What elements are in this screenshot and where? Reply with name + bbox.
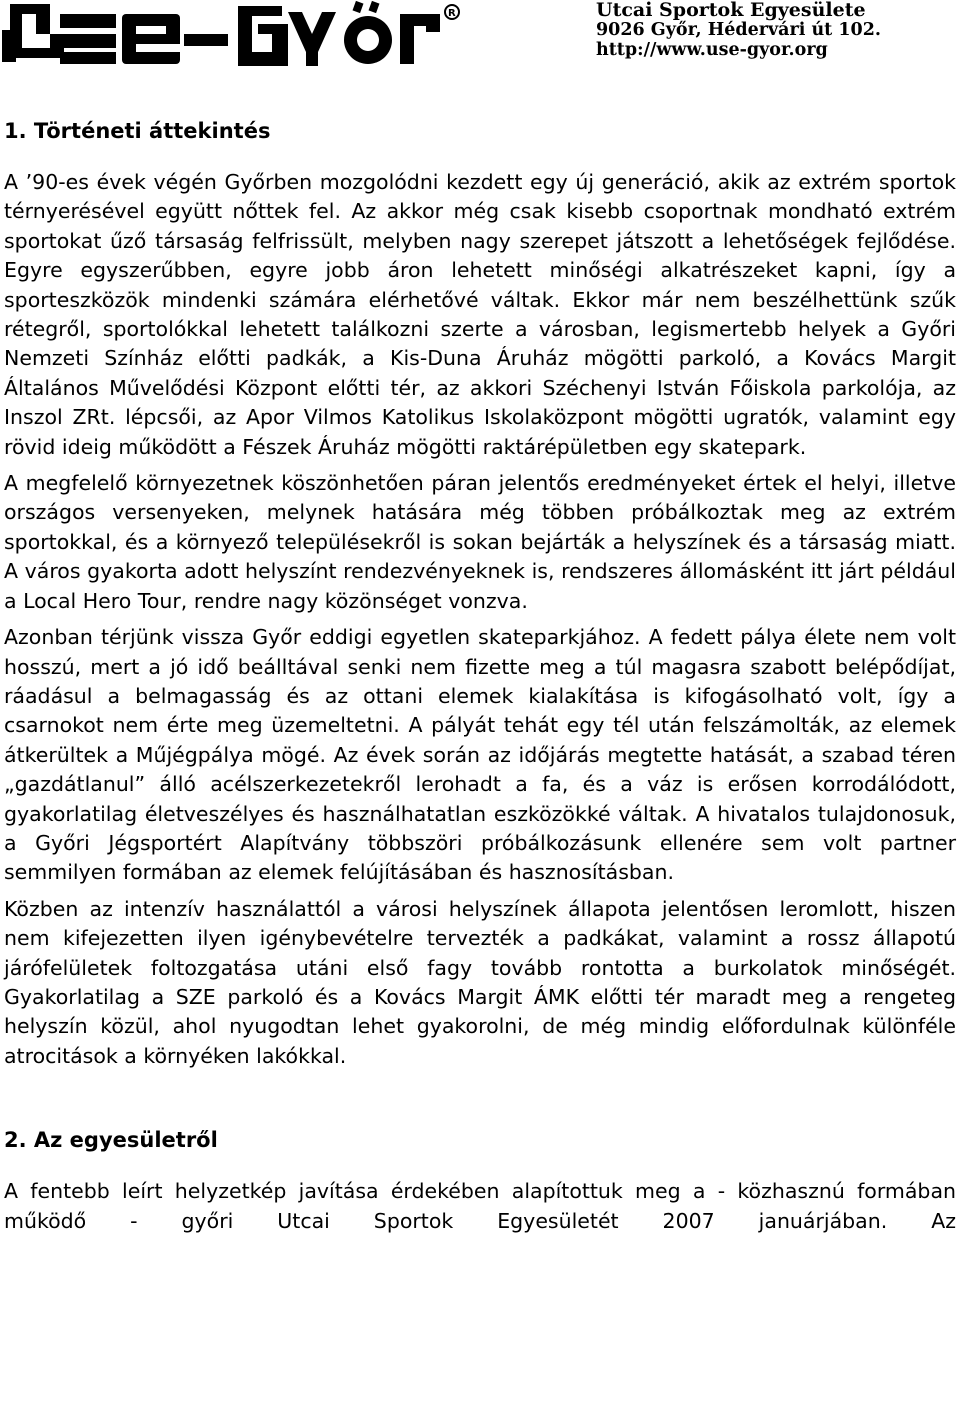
document-body: [4, 116, 956, 1236]
section-heading-history: 1. Történeti áttekintés: [4, 119, 271, 143]
letterhead: [0, 0, 960, 80]
paragraph: Közben az intenzív használattól a városi helyszínek állapota jelentősen leromlott, hiszen nem kifejezetten ilyen igénybevételre tervezték a padkákat, valamint a rossz állapotú járófelületek foltozgatása utáni első fagy tovább rontotta a burkolatok minőségét. Gyakorlatilag a SZE parkoló és a Kovács Margit ÁMK előtti tér maradt meg a rengeteg helyszín közül, ahol nyugodtan lehet gyakorolni, de még mindig előfordulnak különféle atrocitások a környéken lakókkal.: [4, 896, 956, 1068]
paragraph: A megfelelő környezetnek köszönhetően páran jelentős eredményeket értek el helyi, illetve országos versenyeken, melynek hatására még többen próbálkoztak meg az extrém sportokkal, és a környező településekről is sokan bejárták a helyszínek és a társaság miatt. A város gyakorta adott helyszínt rendezvényeknek is, rendszeres állomásként itt járt például a Local Hero Tour, rendre nagy közönséget vonzva.: [4, 471, 956, 613]
paragraph: A ’90-es évek végén Győrben mozgolódni kezdett egy új generáció, akik az extrém sportok térnyerésével együtt nőttek fel. Az akkor még csak kisebb csoportnak mondható extrém sportokat űző társaság felfrissült, melyben nagy szerepet játszott a lehetőségek fejlődése. Egyre egyszerűbben, egyre jobb áron lehetett minőségi alkatrészeket kapni, így a sporteszközök mindenki számára elérhetővé váltak. Ekkor már nem beszélhettünk szűk rétegről, sportolókkal lehetett találkozni szerte a városban, legismertebb helyek a Győri Nemzeti Színház előtti padkák, a Kis-Duna Áruház mögötti parkoló, a Kovács Margit Általános Művelődési Központ előtti tér, az akkori Széchenyi István Főiskola parkolója, az Inszol ZRt. lépcsői, az Apor Vilmos Katolikus Iskolaközpont mögötti ugratók, valamint egy rövid ideig működött a Fészek Áruház mögötti raktárépületben egy skatepark.: [4, 170, 956, 459]
organization-name: Utcai Sportok Egyesülete: [596, 0, 866, 21]
use-gyor-logo: [2, 0, 472, 80]
organization-address: 9026 Győr, Hédervári út 102.: [596, 20, 881, 40]
paragraph: Azonban térjünk vissza Győr eddigi egyetlen skateparkjához. A fedett pálya élete nem volt hosszú, mert a jó idő beálltával senki nem fizette meg a túl magasra szabott belépődíjat, ráadásul a belmagasság és az ottani elemek kialakítása is kifogásolható volt, így a csarnokot nem érte meg üzemeltetni. A pályát tehát egy tél után felszámolták, az elemek átkerültek a Műjégpálya mögé. Az évek során az időjárás megtette hatását, a szabad téren „gazdátlanul” álló acélszerkezetekről lerohadt a fa, és a váz is erősen korrodálódott, gyakorlatilag életveszélyes és használhatatlan eszközökké váltak. A hivatalos tulajdonosuk, a Győri Jégsportért Alapítvány többszöri próbálkozásunk ellenére sem volt partner semmilyen formában az elemek felújításában és hasznosításban.: [4, 625, 956, 885]
paragraph: A fentebb leírt helyzetkép javítása érdekében alapítottuk meg a - közhasznú formában működő - győri Utcai Sportok Egyesületét 2007 januárjában. Az: [4, 1179, 956, 1233]
section-heading-association: 2. Az egyesületről: [4, 1128, 218, 1153]
organization-url: http://www.use-gyor.org: [596, 40, 828, 60]
svg-text:R: R: [448, 8, 456, 19]
organization-info: [596, 0, 881, 60]
